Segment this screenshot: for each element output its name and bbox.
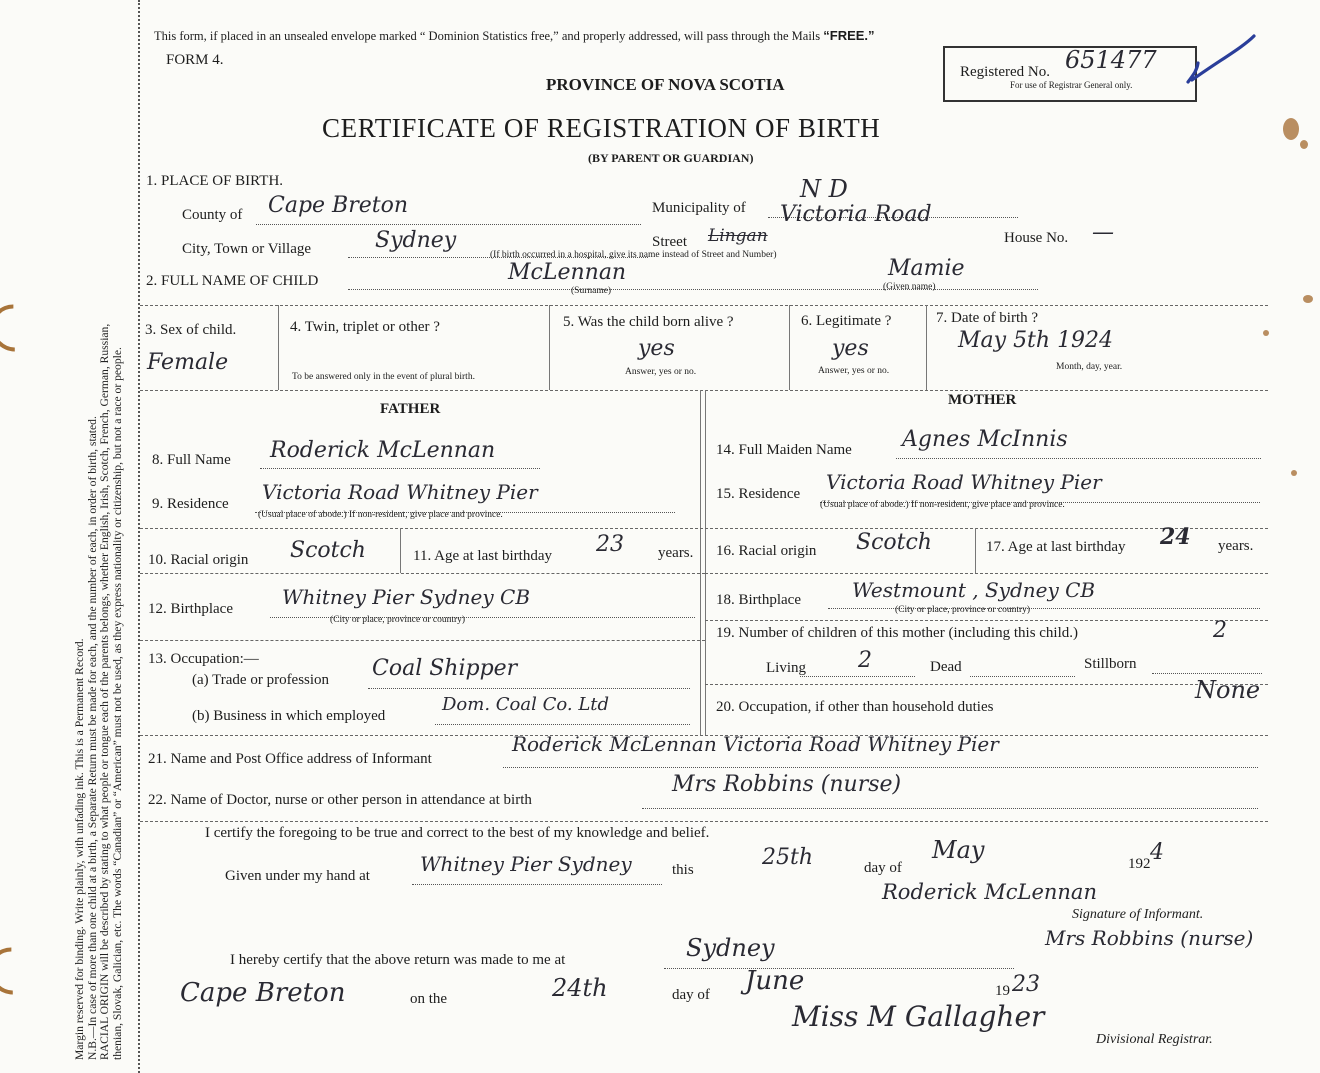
mother-birthplace-value: Westmount , Sydney CB	[852, 578, 1096, 602]
given-at-value: Whitney Pier Sydney	[420, 852, 632, 876]
stillborn-label: Stillborn	[1084, 656, 1137, 672]
fill-line	[800, 676, 915, 677]
mother-occupation-value: None	[1195, 676, 1261, 704]
sex-label: 3. Sex of child.	[145, 322, 237, 338]
margin-note-1: Margin reserved for binding. Write plainly, with unfading ink. This is a Permanent Record.	[73, 638, 86, 1060]
fill-line	[368, 688, 690, 689]
living-value: 2	[858, 648, 872, 673]
column-divider	[926, 305, 927, 390]
answer-note: Answer, yes or no.	[818, 366, 890, 376]
paper-stain	[1283, 118, 1299, 140]
row-divider	[140, 305, 1268, 306]
residence-note: (Usual place of abode.) If non-resident, give place and province.	[258, 510, 503, 520]
hospital-note: (If birth occurred in a hospital, give its name instead of Street and Number)	[490, 250, 777, 260]
fill-line	[256, 224, 641, 225]
divisional-registrar-label: Divisional Registrar.	[1096, 1032, 1213, 1047]
father-residence-value: Victoria Road Whitney Pier	[262, 480, 538, 504]
legitimate-label: 6. Legitimate ?	[801, 313, 892, 329]
mother-name-value: Agnes McInnis	[902, 427, 1068, 452]
registered-no-value: 651477	[1065, 46, 1157, 74]
father-heading: FATHER	[380, 401, 441, 417]
father-racial-value: Scotch	[290, 538, 366, 563]
row-divider	[140, 821, 1268, 822]
surname-note: (Surname)	[571, 286, 612, 296]
signature-informant-label: Signature of Informant.	[1072, 907, 1204, 922]
fill-line	[642, 808, 1258, 809]
margin-note-4: thenian, Slovak, Galician, etc. The words “Canadian” or “American” must not be used, as they express nationality or citizenship, but not a race or people.	[110, 347, 124, 1060]
born-alive-label: 5. Was the child born alive ?	[563, 314, 734, 330]
mail-note-text: This form, if placed in an unsealed envelope marked “ Dominion Statistics free,” and properly addressed, will pass through the Mails	[154, 29, 821, 43]
on-the-label: on the	[410, 991, 448, 1007]
informant-label: 21. Name and Post Office address of Informant	[148, 751, 432, 767]
street-struck-value: Lingan	[708, 226, 768, 246]
born-alive-value: yes	[638, 336, 675, 361]
street-value: Victoria Road	[780, 202, 932, 227]
fill-line	[896, 458, 1261, 459]
form-number: FORM 4.	[166, 52, 224, 68]
city-value: Sydney	[375, 228, 457, 253]
row-divider	[140, 573, 705, 574]
mother-years-label: years.	[1218, 538, 1254, 554]
mother-racial-value: Scotch	[856, 530, 932, 555]
registrar-only-note: For use of Registrar General only.	[1010, 80, 1133, 90]
cert-month-value: May	[932, 836, 985, 864]
father-business-value: Dom. Coal Co. Ltd	[442, 694, 610, 715]
birthplace-note: (City or place, province or country)	[895, 605, 1031, 615]
birthplace-note: (City or place, province or country)	[330, 615, 466, 625]
informant-signature: Roderick McLennan	[882, 880, 1097, 904]
binding-margin	[0, 0, 150, 1073]
date-of-birth-value: May 5th 1924	[958, 328, 1114, 353]
dead-label: Dead	[930, 659, 962, 675]
row-divider	[705, 573, 1268, 574]
mother-occupation-label: 20. Occupation, if other than household duties	[716, 699, 994, 715]
registrar-month-value: June	[745, 966, 805, 996]
mother-age-value: 24	[1160, 524, 1191, 550]
registrar-year-value: 23	[1012, 972, 1040, 997]
father-business-label: (b) Business in which employed	[192, 708, 386, 724]
year-prefix-label-2: 19	[995, 983, 1010, 999]
registrar-day-value: 24th	[552, 974, 608, 1002]
column-divider	[400, 528, 401, 573]
mother-name-label: 14. Full Maiden Name	[716, 442, 852, 458]
house-no-label: House No.	[1004, 230, 1069, 246]
county-label: County of	[182, 207, 243, 223]
father-name-label: 8. Full Name	[152, 452, 231, 468]
given-name-note: (Given name)	[883, 282, 936, 292]
checkmark-icon	[1150, 30, 1260, 90]
mother-residence-value: Victoria Road Whitney Pier	[826, 470, 1102, 494]
given-under-label: Given under my hand at	[225, 868, 370, 884]
sex-value: Female	[147, 350, 229, 375]
certificate-subtitle: (BY PARENT OR GUARDIAN)	[588, 151, 754, 165]
father-name-value: Roderick McLennan	[270, 438, 496, 463]
paper-stain	[1300, 140, 1308, 149]
column-divider	[549, 305, 550, 390]
column-divider	[278, 305, 279, 390]
row-divider	[140, 390, 1268, 391]
city-label: City, Town or Village	[182, 241, 312, 257]
informant-value: Roderick McLennan Victoria Road Whitney Pier	[512, 732, 999, 756]
nurse-signature: Mrs Robbins (nurse)	[1045, 926, 1254, 950]
place-of-birth-label: 1. PLACE OF BIRTH.	[146, 173, 284, 189]
column-divider	[789, 305, 790, 390]
child-surname-value: McLennan	[508, 260, 627, 285]
cert-day-value: 25th	[762, 845, 814, 870]
registrar-signature: Miss M Gallagher	[792, 1000, 1045, 1033]
fill-line	[664, 968, 1014, 969]
margin-instructions	[74, 324, 124, 1060]
municipality-value: N D	[800, 175, 848, 203]
fill-line	[435, 724, 690, 725]
fill-line	[412, 884, 662, 885]
registrar-at-value: Sydney	[686, 934, 775, 962]
mail-note	[154, 28, 875, 44]
fill-line	[260, 468, 540, 469]
county-value: Cape Breton	[268, 193, 409, 218]
doctor-label: 22. Name of Doctor, nurse or other person in attendance at birth	[148, 792, 532, 808]
mother-children-label: 19. Number of children of this mother (including this child.)	[716, 625, 1079, 641]
column-divider	[975, 528, 976, 573]
punch-hole-mark	[0, 295, 47, 361]
doctor-value: Mrs Robbins (nurse)	[672, 772, 902, 797]
year-prefix-label: 192	[1128, 856, 1151, 872]
mother-residence-label: 15. Residence	[716, 486, 801, 502]
child-given-name-value: Mamie	[888, 256, 965, 281]
mother-age-label: 17. Age at last birthday	[986, 539, 1126, 555]
father-occupation-label: 13. Occupation:—	[148, 651, 259, 667]
fill-line	[970, 676, 1075, 677]
paper-stain	[1303, 295, 1313, 303]
paper-stain	[1263, 330, 1269, 336]
father-trade-value: Coal Shipper	[372, 656, 518, 681]
cert-year-value: 4	[1150, 840, 1164, 865]
answer-note: Answer, yes or no.	[625, 367, 697, 377]
father-age-label: 11. Age at last birthday	[413, 548, 552, 564]
row-divider	[705, 684, 1268, 685]
column-divider	[700, 390, 701, 735]
mother-birthplace-label: 18. Birthplace	[716, 592, 801, 608]
day-of-label: day of	[864, 860, 902, 876]
margin-note-3: RACIAL ORIGIN will be described by stating to what people or tongue each of the parents belongs, whether English, Irish, Scotch, French, German, Russian,	[98, 323, 112, 1060]
certify-text: I certify the foregoing to be true and correct to the best of my knowledge and belief.	[205, 825, 710, 841]
registrar-certify-text: I hereby certify that the above return was made to me at	[230, 952, 566, 968]
mother-racial-label: 16. Racial origin	[716, 543, 817, 559]
mail-free: “FREE.”	[823, 28, 875, 43]
municipality-label: Municipality of	[652, 200, 746, 216]
registered-no-label: Registered No.	[960, 64, 1050, 80]
row-divider	[140, 640, 705, 641]
fill-line	[1152, 673, 1262, 674]
day-of-label-2: day of	[672, 987, 710, 1003]
row-divider	[140, 528, 1268, 529]
this-label: this	[672, 862, 694, 878]
mother-heading: MOTHER	[948, 392, 1017, 408]
registrar-county-value: Cape Breton	[180, 978, 346, 1008]
father-racial-label: 10. Racial origin	[148, 552, 249, 568]
punch-hole-mark	[0, 938, 45, 1004]
certificate-title: CERTIFICATE OF REGISTRATION OF BIRTH	[322, 113, 881, 143]
paper-stain	[1291, 470, 1297, 476]
mother-children-value: 2	[1213, 618, 1227, 643]
date-note: Month, day, year.	[1056, 362, 1123, 372]
house-no-value: —	[1092, 220, 1114, 245]
twin-label: 4. Twin, triplet or other ?	[290, 319, 440, 335]
margin-divider	[138, 0, 140, 1073]
street-label: Street	[652, 234, 687, 250]
legitimate-value: yes	[832, 336, 869, 361]
living-label: Living	[766, 660, 806, 676]
father-birthplace-value: Whitney Pier Sydney CB	[282, 585, 531, 609]
date-of-birth-label: 7. Date of birth ?	[936, 310, 1039, 326]
margin-note-2: N.B.—In case of more than one child at a birth, a Separate Return must be made for each, and the number of each, in order of birth, stated.	[85, 416, 99, 1060]
father-age-value: 23	[596, 532, 624, 557]
fill-line	[503, 767, 1258, 768]
fill-line	[828, 608, 1260, 609]
province-heading: PROVINCE OF NOVA SCOTIA	[546, 75, 785, 94]
residence-note: (Usual place of abode.) If non-resident, give place and province.	[820, 500, 1065, 510]
father-trade-label: (a) Trade or profession	[192, 672, 330, 688]
father-birthplace-label: 12. Birthplace	[148, 601, 233, 617]
father-years-label: years.	[658, 545, 694, 561]
twin-note: To be answered only in the event of plural birth.	[292, 372, 475, 382]
full-name-child-label: 2. FULL NAME OF CHILD	[146, 273, 319, 289]
father-residence-label: 9. Residence	[152, 496, 229, 512]
row-divider	[705, 620, 1268, 621]
